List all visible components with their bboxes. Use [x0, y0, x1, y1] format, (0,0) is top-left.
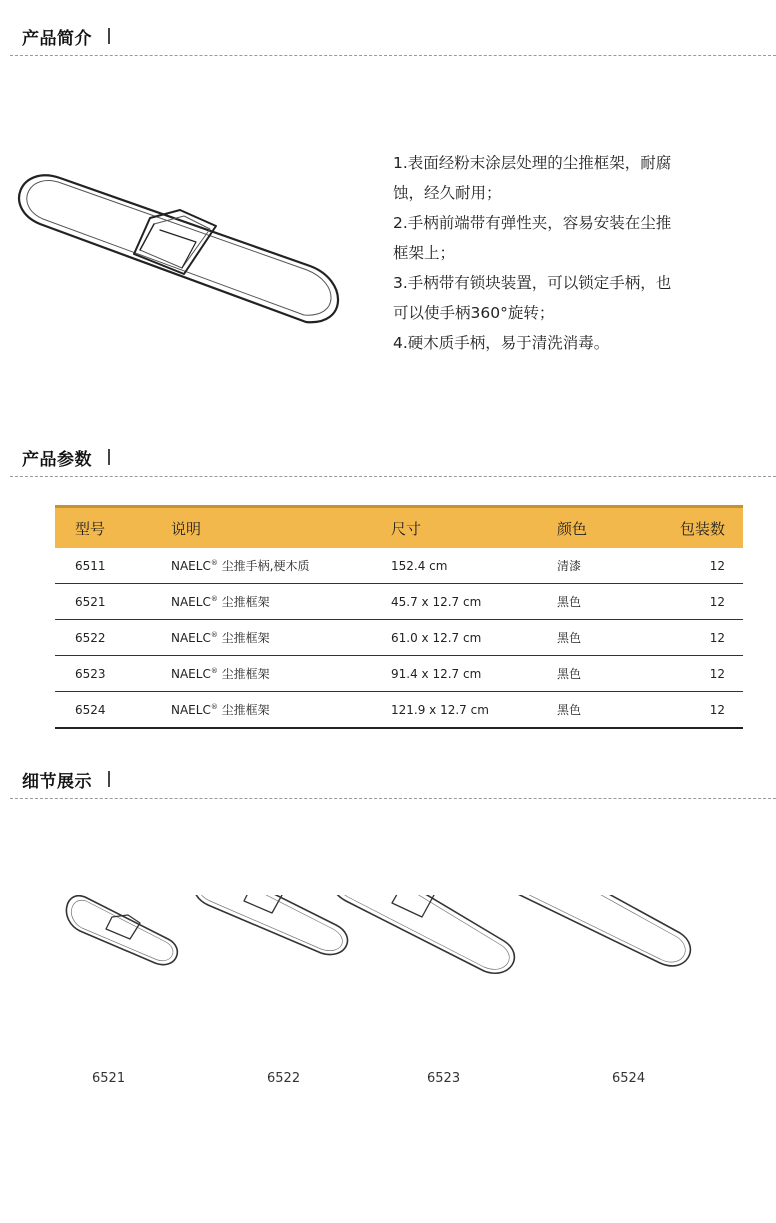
feature-line: 2.手柄前端带有弹性夹，容易安装在尘推: [393, 214, 672, 232]
brand-name: NAELC: [171, 559, 211, 573]
cell-desc: [171, 656, 391, 692]
dashed-divider: [10, 55, 776, 56]
feature-line: 1.表面经粉末涂层处理的尘推框架，耐腐: [393, 154, 672, 172]
table-header-row: [55, 507, 743, 549]
intro-section-header: [0, 16, 776, 56]
registered-mark: ®: [210, 667, 218, 675]
params-section-title: 产品参数: [22, 450, 92, 470]
col-header-desc: 说明: [171, 507, 391, 549]
feature-line: 3.手柄带有锁块装置，可以锁定手柄，也: [393, 274, 672, 292]
params-section-header: [0, 437, 776, 477]
title-separator-bar: [108, 28, 110, 44]
cell-size: 91.4 x 12.7 cm: [391, 656, 557, 692]
title-separator-bar: [108, 771, 110, 787]
frame-6522-drawing: [193, 895, 348, 955]
cell-color: 黑色: [557, 620, 635, 656]
feature-line: 可以使手柄360°旋转；: [393, 304, 555, 322]
table-row: [55, 620, 743, 656]
cell-size: 152.4 cm: [391, 548, 557, 584]
cell-desc: [171, 692, 391, 729]
frame-label-6521: 6521: [92, 1071, 126, 1086]
dust-mop-frame-image: [10, 150, 360, 350]
desc-text: 尘推框架: [221, 631, 270, 645]
cell-desc: [171, 584, 391, 620]
cell-qty: 12: [635, 692, 743, 729]
cell-qty: 12: [635, 620, 743, 656]
cell-model: 6511: [55, 548, 171, 584]
desc-text: 尘推手柄,梗木质: [221, 559, 310, 573]
cell-color: 清漆: [557, 548, 635, 584]
col-header-model: 型号: [55, 507, 171, 549]
feature-line: 4.硬木质手柄，易于清洗消毒。: [393, 334, 610, 352]
desc-text: 尘推框架: [221, 703, 270, 717]
table-row: [55, 692, 743, 729]
brand-name: NAELC: [171, 703, 211, 717]
col-header-color: 颜色: [557, 507, 635, 549]
frame-6523-drawing: [329, 895, 514, 973]
brand-name: NAELC: [171, 595, 211, 609]
title-separator-bar: [108, 449, 110, 465]
registered-mark: ®: [210, 631, 218, 639]
registered-mark: ®: [210, 595, 218, 603]
cell-model: 6524: [55, 692, 171, 729]
cell-size: 61.0 x 12.7 cm: [391, 620, 557, 656]
cell-model: 6523: [55, 656, 171, 692]
frame-label-6523: 6523: [427, 1071, 461, 1086]
feature-list: [393, 148, 713, 358]
frame-6521-drawing: [66, 896, 177, 965]
dashed-divider: [10, 476, 776, 477]
cell-size: 45.7 x 12.7 cm: [391, 584, 557, 620]
table-row: [55, 656, 743, 692]
registered-mark: ®: [210, 559, 218, 567]
brand-name: NAELC: [171, 667, 211, 681]
dashed-divider: [10, 798, 776, 799]
cell-qty: 12: [635, 584, 743, 620]
frame-label-6524: 6524: [612, 1071, 646, 1086]
cell-color: 黑色: [557, 584, 635, 620]
spec-table: [55, 505, 743, 729]
table-row: [55, 548, 743, 584]
desc-text: 尘推框架: [221, 667, 270, 681]
cell-model: 6521: [55, 584, 171, 620]
detail-section-header: [0, 759, 776, 799]
desc-text: 尘推框架: [221, 595, 270, 609]
feature-line: 框架上；: [393, 244, 456, 262]
cell-color: 黑色: [557, 656, 635, 692]
intro-section-title: 产品简介: [22, 29, 92, 49]
registered-mark: ®: [210, 703, 218, 711]
cell-qty: 12: [635, 548, 743, 584]
col-header-qty: 包装数: [635, 507, 743, 549]
cell-size: 121.9 x 12.7 cm: [391, 692, 557, 729]
cell-qty: 12: [635, 656, 743, 692]
table-row: [55, 584, 743, 620]
cell-model: 6522: [55, 620, 171, 656]
cell-desc: [171, 548, 391, 584]
col-header-size: 尺寸: [391, 507, 557, 549]
detail-section-title: 细节展示: [22, 772, 92, 792]
cell-color: 黑色: [557, 692, 635, 729]
frame-size-comparison-image: [40, 895, 740, 1095]
feature-line: 蚀，经久耐用；: [393, 184, 502, 202]
cell-desc: [171, 620, 391, 656]
frame-label-6522: 6522: [267, 1071, 301, 1086]
brand-name: NAELC: [171, 631, 211, 645]
